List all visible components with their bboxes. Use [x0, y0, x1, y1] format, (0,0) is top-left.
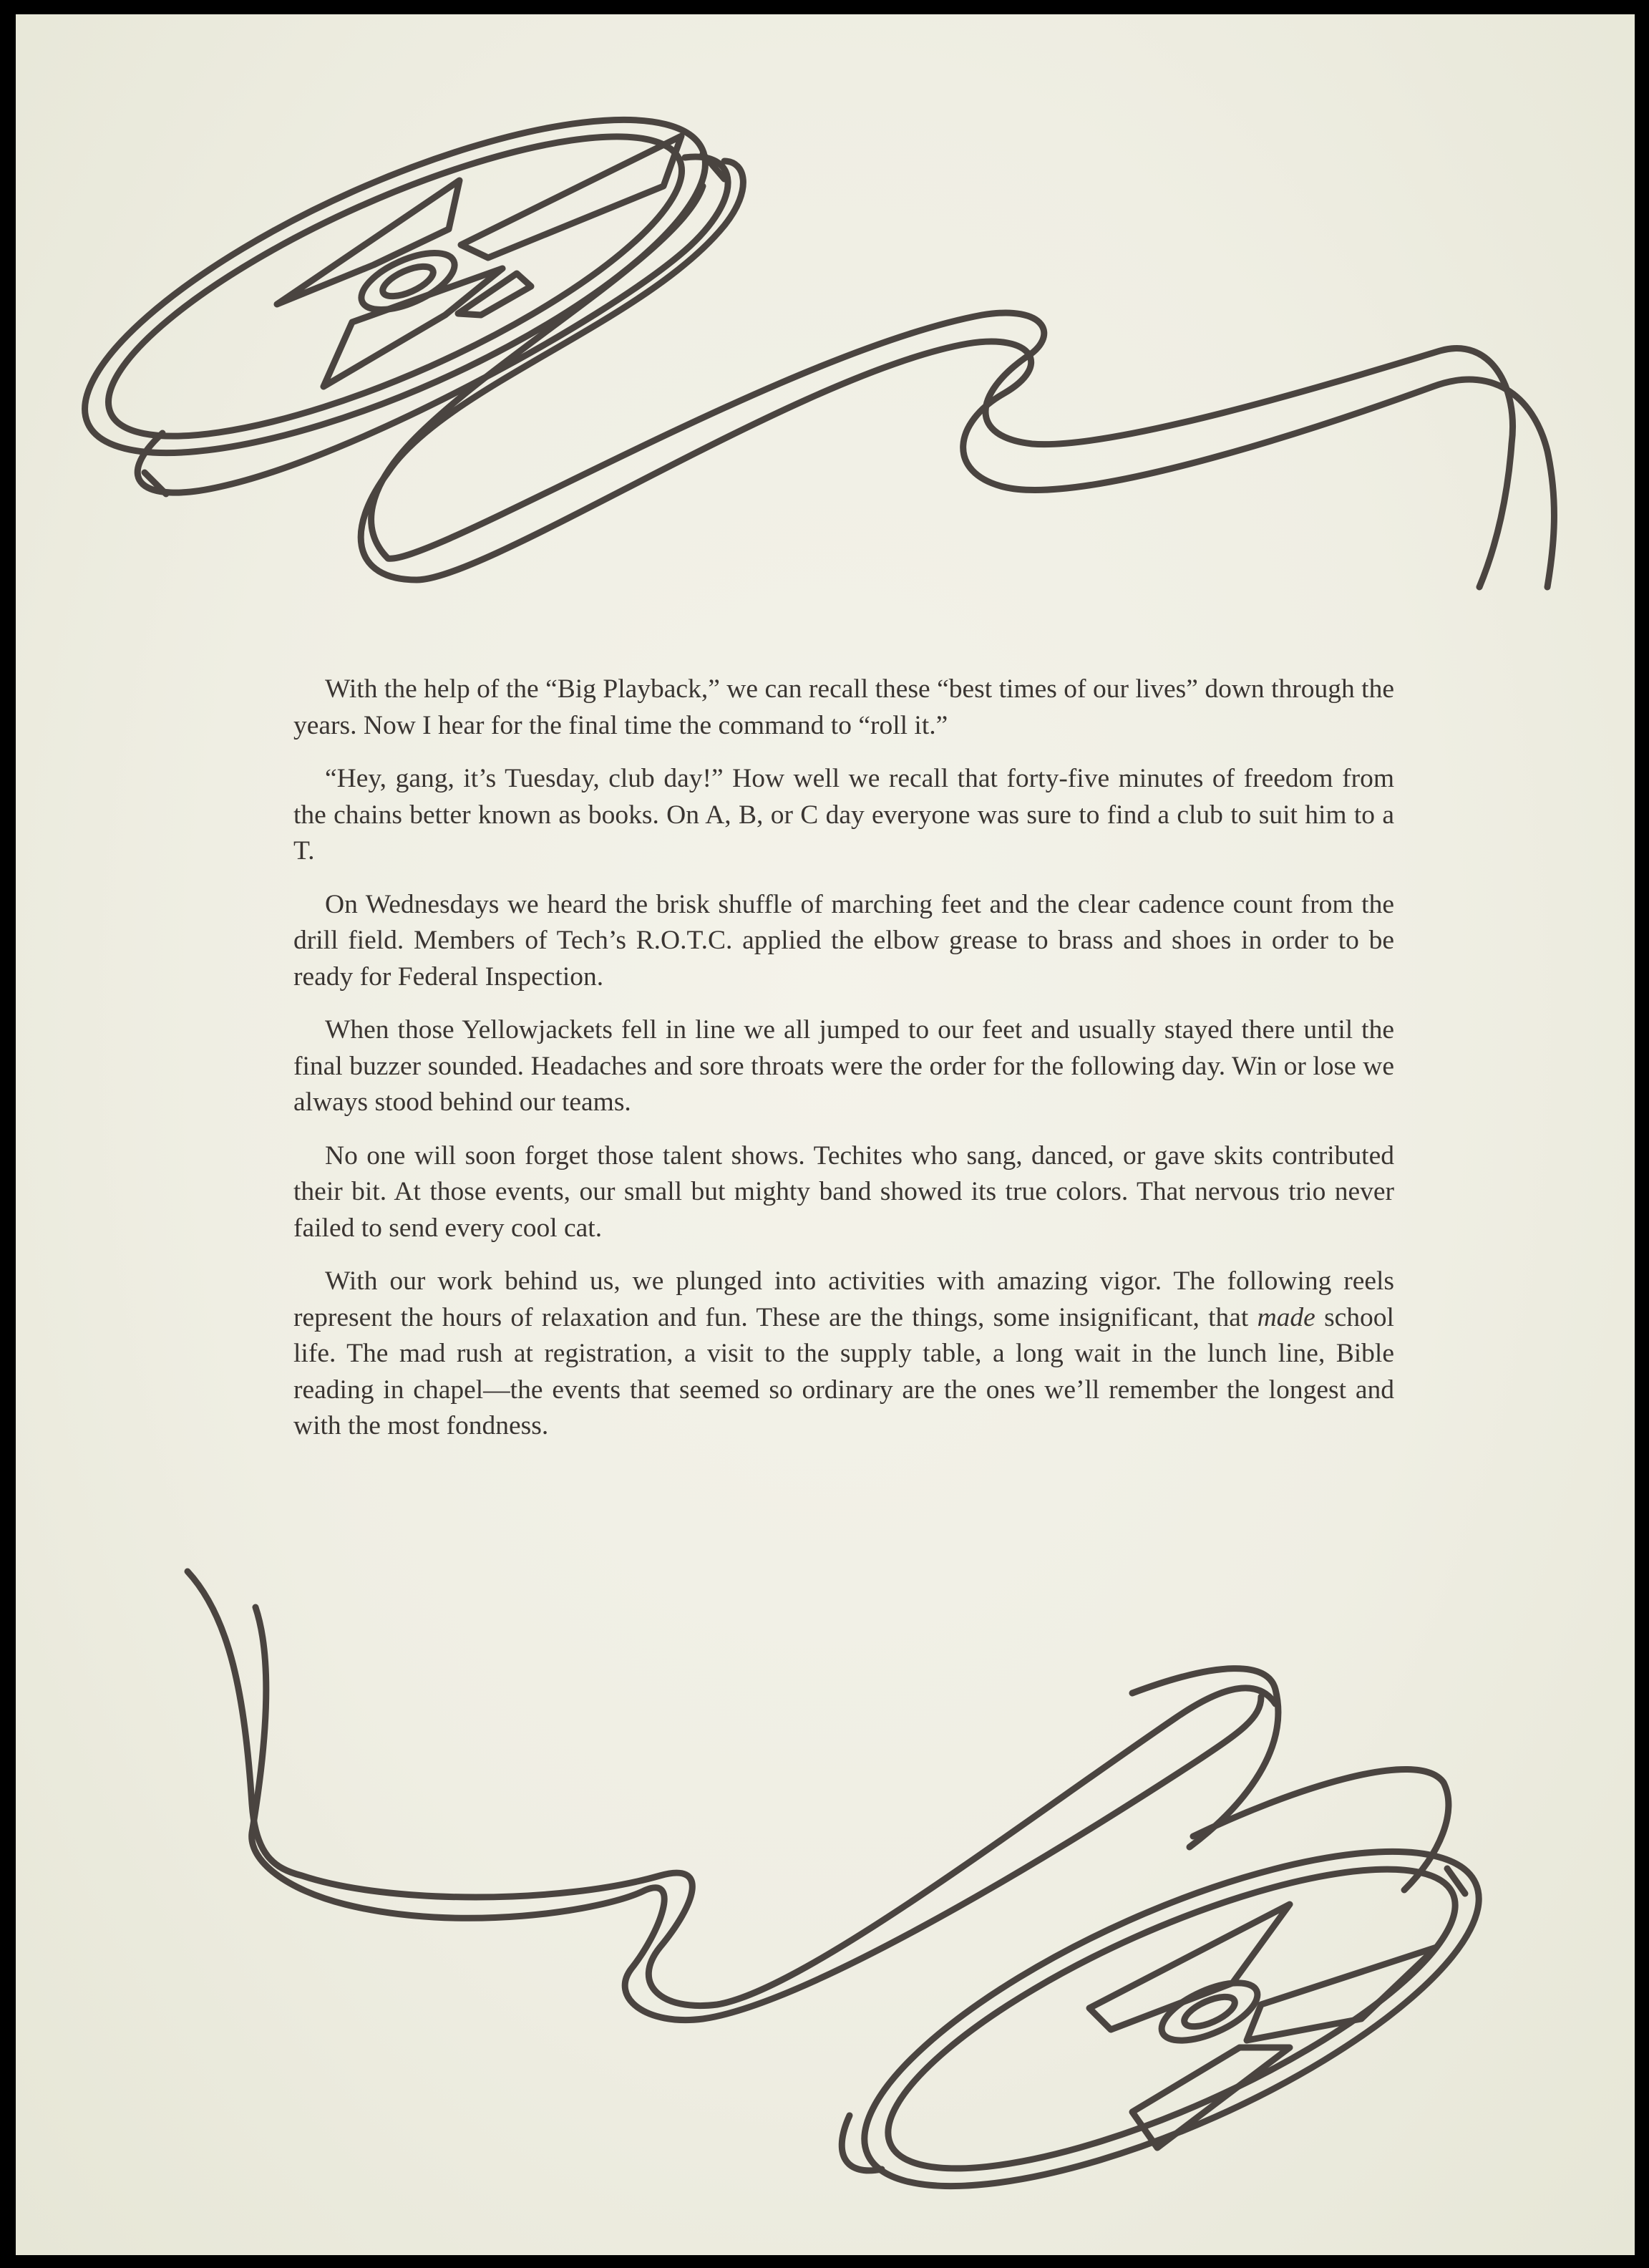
paragraph-rotc: On Wednesdays we heard the brisk shuffle of marching feet and the clear cadence count from the drill field. Members of Tech’s R.O.T.C. applied the elbow grease to brass and shoes in order to be ready for Federal Inspection. [293, 889, 1394, 992]
paragraph-activities-before: With our work behind us, we plunged into activities with amazing vigor. The following reels represent the hours of relaxation and fun. These are the things, some insignificant, that [293, 1266, 1394, 1332]
yearbook-page [16, 14, 1635, 2255]
paragraph-activities-emphasis: made [1257, 1302, 1315, 1332]
film-ribbon-top [361, 161, 1554, 587]
paragraph-activities [293, 1264, 1394, 1445]
paragraph-talent-shows: No one will soon forget those talent shows. Techites who sang, danced, or gave skits contributed their bit. At those events, our small but mighty band showed its true colors. That nervous trio never failed to send every cool cat. [293, 1140, 1394, 1243]
paragraph-yellowjackets: When those Yellowjackets fell in line we all jumped to our feet and usually stayed there until the final buzzer sounded. Headaches and sore throats were the order for the following day. Win or lose we always stood behind our teams. [293, 1015, 1394, 1117]
paragraph-club-day: “Hey, gang, it’s Tuesday, club day!” How well we recall that forty-five minutes of freedom from the chains better known as books. On A, B, or C day everyone was sure to find a club to suit him to a T. [293, 764, 1394, 866]
paragraph-big-playback: With the help of the “Big Playback,” we can recall these “best times of our lives” down through the years. Now I hear for the final time the command to “roll it.” [293, 674, 1394, 740]
paragraph-activities-after: school life. The mad rush at registration, a visit to the supply table, a long wait in the lunch line, Bible reading in chapel—the events that seemed so ordinary are the ones we’ll remember the longest and with the most fondness. [293, 1302, 1394, 1440]
film-ribbon-bottom [188, 1571, 1278, 2020]
film-reel-icon [824, 1769, 1519, 2252]
body-text [293, 672, 1394, 1462]
